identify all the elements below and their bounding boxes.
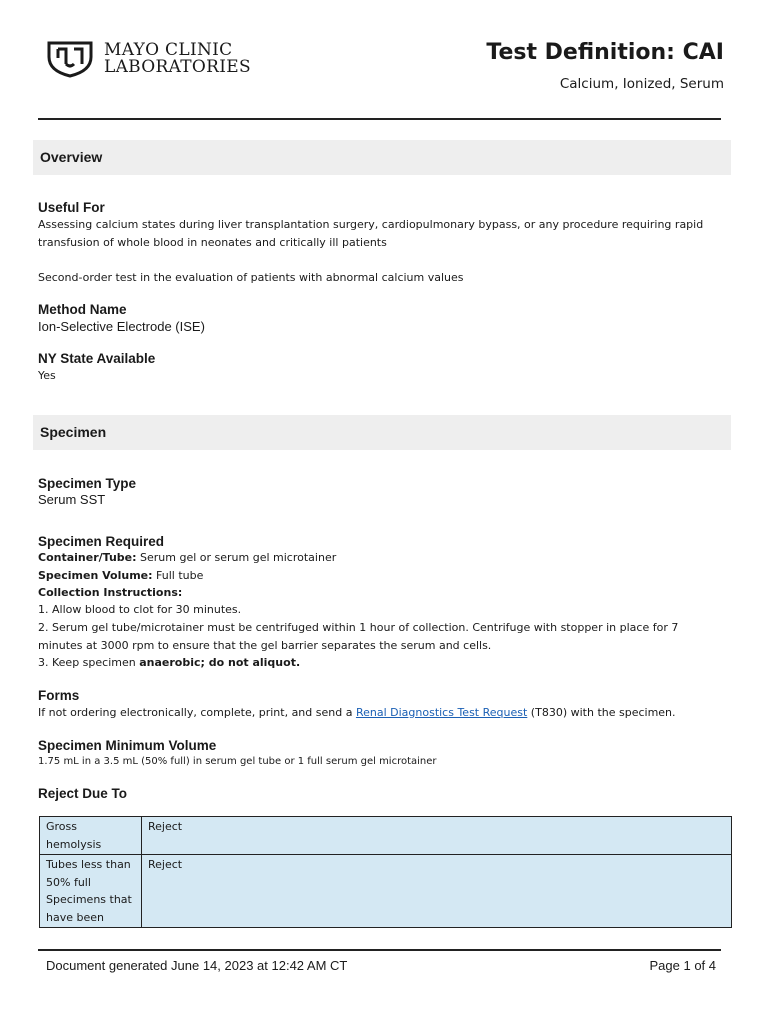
collection-label-text: Collection Instructions: <box>38 586 183 599</box>
useful-for-line-3: Second-order test in the evaluation of patients with abnormal calcium values <box>38 271 464 284</box>
table-row <box>40 855 732 928</box>
collection-instructions-label <box>38 584 728 602</box>
forms-prefix: If not ordering electronically, complete, print, and send a <box>38 706 356 719</box>
instruction-3-bold: anaerobic; do not aliquot. <box>139 656 301 669</box>
shield-logo-icon <box>46 40 94 78</box>
ny-state-value: Yes <box>38 369 56 382</box>
reason-line: Gross <box>46 820 77 833</box>
volume-label: Specimen Volume: <box>38 569 153 582</box>
mayo-clinic-logo <box>46 40 251 78</box>
reject-reason-cell <box>40 855 142 928</box>
reject-due-to-label: Reject Due To <box>38 786 128 801</box>
reason-line: hemolysis <box>46 837 102 851</box>
section-heading-specimen: Specimen <box>40 424 107 440</box>
instruction-2b: minutes at 3000 rpm to ensure that the gel barrier separates the serum and cells. <box>38 639 492 652</box>
reason-line: Tubes less than <box>46 858 131 871</box>
useful-for-label: Useful For <box>38 200 105 215</box>
forms-text <box>38 704 728 722</box>
reject-table <box>39 816 732 928</box>
container-line <box>38 549 728 567</box>
section-heading-overview: Overview <box>40 149 103 165</box>
container-label: Container/Tube: <box>38 551 137 564</box>
ny-state-label: NY State Available <box>38 351 156 366</box>
logo-line-1: MAYO CLINIC <box>104 40 233 60</box>
volume-line <box>38 567 728 585</box>
specimen-type-value: Serum SST <box>38 492 106 507</box>
section-band-overview <box>33 140 731 175</box>
container-value: Serum gel or serum gel microtainer <box>136 551 337 564</box>
footer-divider <box>38 949 721 951</box>
specimen-type-label: Specimen Type <box>38 476 137 491</box>
reject-reason-cell <box>40 817 142 855</box>
instruction-2a: 2. Serum gel tube/microtainer must be centrifuged within 1 hour of collection. Centrifuge with stopper in place for 7 <box>38 621 679 634</box>
min-volume-label: Specimen Minimum Volume <box>38 738 217 753</box>
forms-label: Forms <box>38 688 80 703</box>
reason-line: have been <box>46 910 104 924</box>
method-name-label: Method Name <box>38 302 127 317</box>
document-title: Test Definition: CAI <box>486 40 724 65</box>
volume-value: Full tube <box>152 569 204 582</box>
specimen-required-label: Specimen Required <box>38 534 165 549</box>
instruction-3-prefix: 3. Keep specimen <box>38 656 140 669</box>
reject-action-cell: Reject <box>142 817 732 855</box>
document-subtitle: Calcium, Ionized, Serum <box>559 76 724 92</box>
useful-for-line-2: transfusion of whole blood in neonates and critically ill patients <box>38 236 387 249</box>
useful-for-line-1: Assessing calcium states during liver transplantation surgery, cardiopulmonary bypass, or any procedure requiring rapid <box>38 218 704 231</box>
renal-diagnostics-link[interactable]: Renal Diagnostics Test Request <box>355 706 528 719</box>
logo-line-2: LABORATORIES <box>104 57 251 77</box>
footer-page-number: Page 1 of 4 <box>649 958 716 973</box>
method-name-value: Ion-Selective Electrode (ISE) <box>38 319 205 334</box>
reason-line: 50% full <box>46 875 91 889</box>
min-volume-value: 1.75 mL in a 3.5 mL (50% full) in serum gel tube or 1 full serum gel microtainer <box>38 756 437 767</box>
header-divider <box>38 118 721 120</box>
forms-suffix: (T830) with the specimen. <box>527 706 676 719</box>
instruction-1: 1. Allow blood to clot for 30 minutes. <box>38 603 242 616</box>
reason-line: Specimens that <box>46 893 132 906</box>
reject-action-cell: Reject <box>142 855 732 928</box>
logo-wordmark <box>104 42 251 76</box>
table-row <box>40 817 732 855</box>
section-band-specimen <box>33 415 731 450</box>
footer-generated: Document generated June 14, 2023 at 12:42 AM CT <box>46 958 348 973</box>
instruction-3 <box>38 654 728 672</box>
